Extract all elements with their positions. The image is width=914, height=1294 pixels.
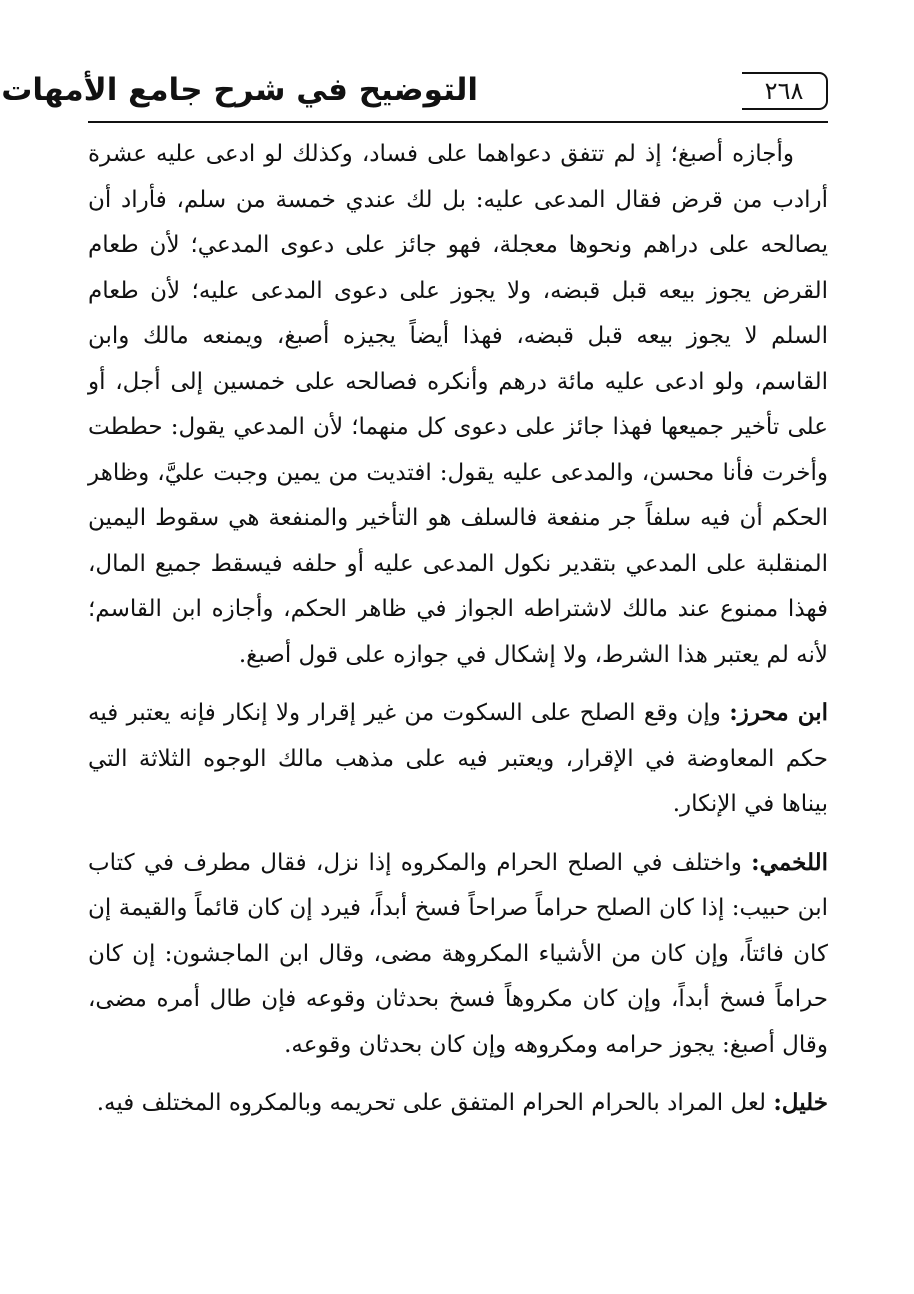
paragraph-ibn-muhriz-text: وإن وقع الصلح على السكوت من غير إقرار ولا إنكار فإنه يعتبر فيه حكم المعاوضة في الإقرار، ويعتبر فيه على مذهب مالك الوجوه الثلاثة التي بيناها في الإنكار.	[88, 700, 828, 817]
paragraph-lakhmi-text: واختلف في الصلح الحرام والمكروه إذا نزل، فقال مطرف في كتاب ابن حبيب: إذا كان الصلح حراماً صراحاً فسخ أبداً، فيرد إن كان قائماً والقيمة إن كان فائتاً، وإن كان من الأشياء المكروهة مضى، وقال ابن الماجشون: إن كان حراماً فسخ أبداً، وإن كان مكروهاً فسخ بحدثان وقوعه فإن طال أمره مضى، وقال أصبغ: يجوز حرامه ومكروهه وإن كان بحدثان وقوعه.	[88, 849, 828, 1058]
paragraph-khalil	[88, 1080, 828, 1127]
page-content	[88, 132, 828, 1139]
paragraph-1	[88, 132, 828, 678]
speaker-ibn-muhriz: ابن محرز:	[729, 699, 828, 726]
speaker-lakhmi: اللخمي:	[751, 848, 828, 876]
speaker-khalil: خليل:	[773, 1089, 828, 1116]
paragraph-1-text: وأجازه أصبغ؛ إذ لم تتفق دعواهما على فساد، وكذلك لو ادعى عليه عشرة أرادب من قرض فقال المدعى عليه: بل لك عندي خمسة من سلم، فأراد أن يصالحه على دراهم ونحوها معجلة، فهو جائز على دعوى المدعي؛ لأن طعام القرض يجوز بيعه قبل قبضه، ولا يجوز على دعوى المدعى عليه؛ لأن طعام السلم لا يجوز بيعه قبل قبضه، فهذا أيضاً يجيزه أصبغ، ويمنعه مالك وابن القاسم، ولو ادعى عليه مائة درهم وأنكره فصالحه على خمسين إلى أجل، أو على تأخير جميعها فهذا جائز على دعوى كل منهما؛ لأن المدعي يقول: حططت وأخرت فأنا محسن، والمدعى عليه يقول: افتديت من يمين وجبت عليَّ، وظاهر الحكم أن فيه سلفاً جر منفعة فالسلف هو التأخير والمنفعة هي سقوط اليمين المنقلبة على المدعي بتقدير نكول المدعى عليه أو حلفه فيسقط جميع المال، فهذا ممنوع عند مالك لاشتراطه الجواز في ظاهر الحكم، وأجازه ابن القاسم؛ لأنه لم يعتبر هذا الشرط، ولا إشكال في جوازه على قول أصبغ.	[88, 141, 828, 668]
paragraph-lakhmi	[88, 840, 828, 1069]
paragraph-khalil-text: لعل المراد بالحرام الحرام المتفق على تحريمه وبالمكروه المختلف فيه.	[96, 1090, 774, 1116]
page-number: ٢٦٨	[742, 72, 828, 110]
header-rule	[88, 121, 828, 123]
page-header	[1, 64, 828, 120]
running-title: التوضيح في شرح جامع الأمهات	[1, 72, 478, 108]
paragraph-ibn-muhriz	[88, 690, 828, 828]
